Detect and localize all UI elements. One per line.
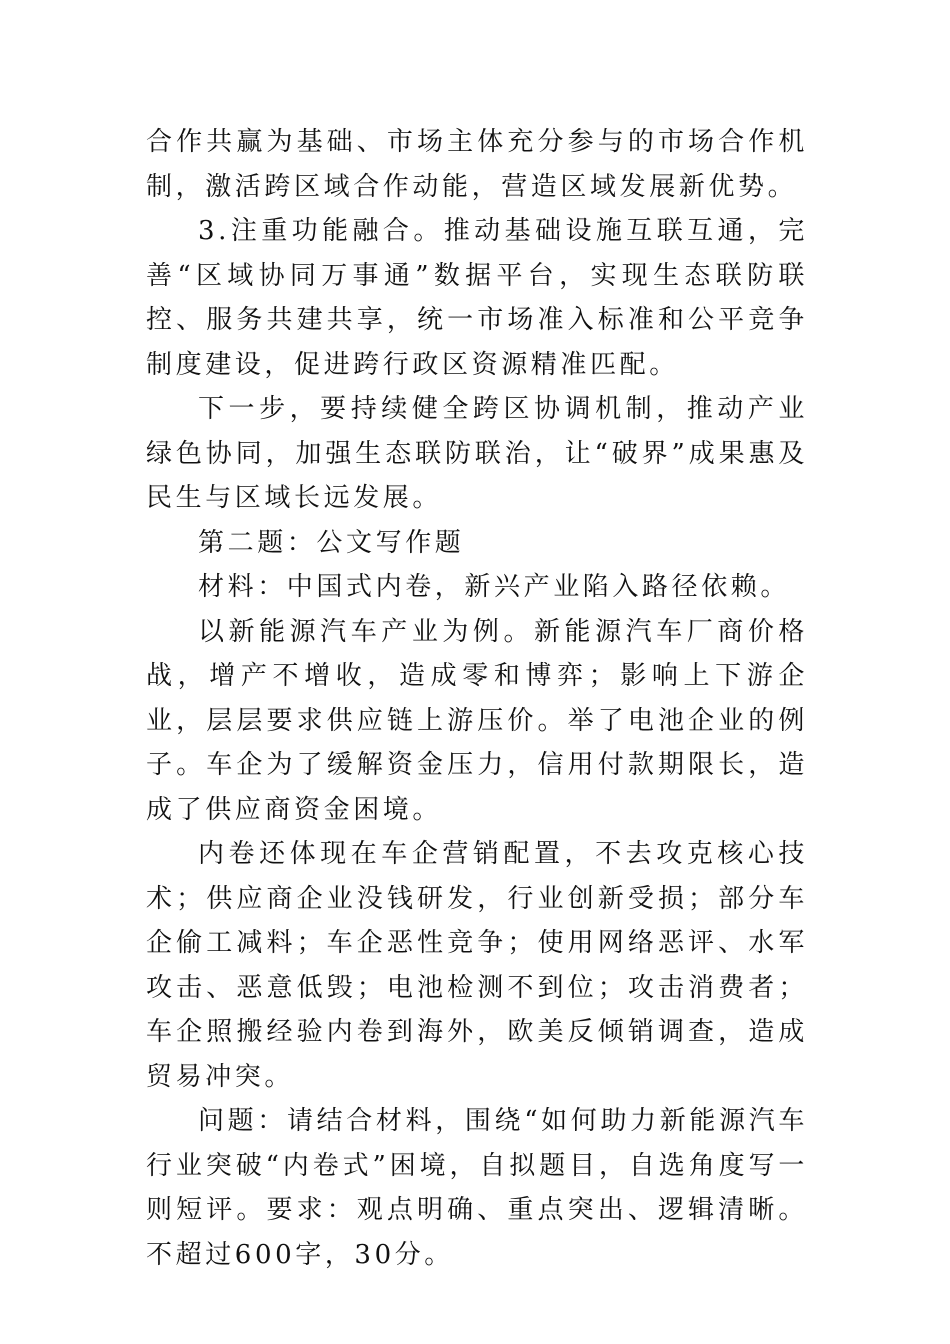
section-heading-question-two: 第二题：公文写作题 [198, 527, 465, 558]
document-body [146, 120, 808, 1277]
paragraph-function-integration: 3.注重功能融合。推动基础设施互联互通，完善“区域协同万事通”数据平台，实现生态联防联控、服务共建共享，统一市场准入标准和公平竞争制度建设，促进跨行政区资源精准匹配。 [146, 216, 808, 380]
paragraph-ev-example: 以新能源汽车产业为例。新能源汽车厂商价格战，增产不增收，造成零和博弈；影响上下游企业，层层要求供应链上游压价。举了电池企业的例子。车企为了缓解资金压力，信用付款期限长，造成了供应商资金困境。 [146, 616, 808, 825]
paragraph-involution-details: 内卷还体现在车企营销配置，不去攻克核心技术；供应商企业没钱研发，行业创新受损；部分车企偷工减料；车企恶性竞争；使用网络恶评、水军攻击、恶意低毁；电池检测不到位；攻击消费者；车企照搬经验内卷到海外，欧美反倾销调查，造成贸易冲突。 [146, 839, 808, 1092]
paragraph-material-intro: 材料：中国式内卷，新兴产业陷入路径依赖。 [198, 572, 791, 602]
paragraph-cooperation-mechanism: 合作共赢为基础、市场主体充分参与的市场合作机制，激活跨区域合作动能，营造区域发展新优势。 [146, 127, 808, 202]
paragraph-question-requirements: 问题：请结合材料，围绕“如何助力新能源汽车行业突破“内卷式”困境，自拟题目，自选角度写一则短评。要求：观点明确、重点突出、逻辑清晰。不超过600字，30分。 [146, 1106, 808, 1270]
paragraph-next-steps: 下一步，要持续健全跨区协调机制，推动产业绿色协同，加强生态联防联治，让“破界”成果惠及民生与区域长远发展。 [146, 394, 808, 513]
